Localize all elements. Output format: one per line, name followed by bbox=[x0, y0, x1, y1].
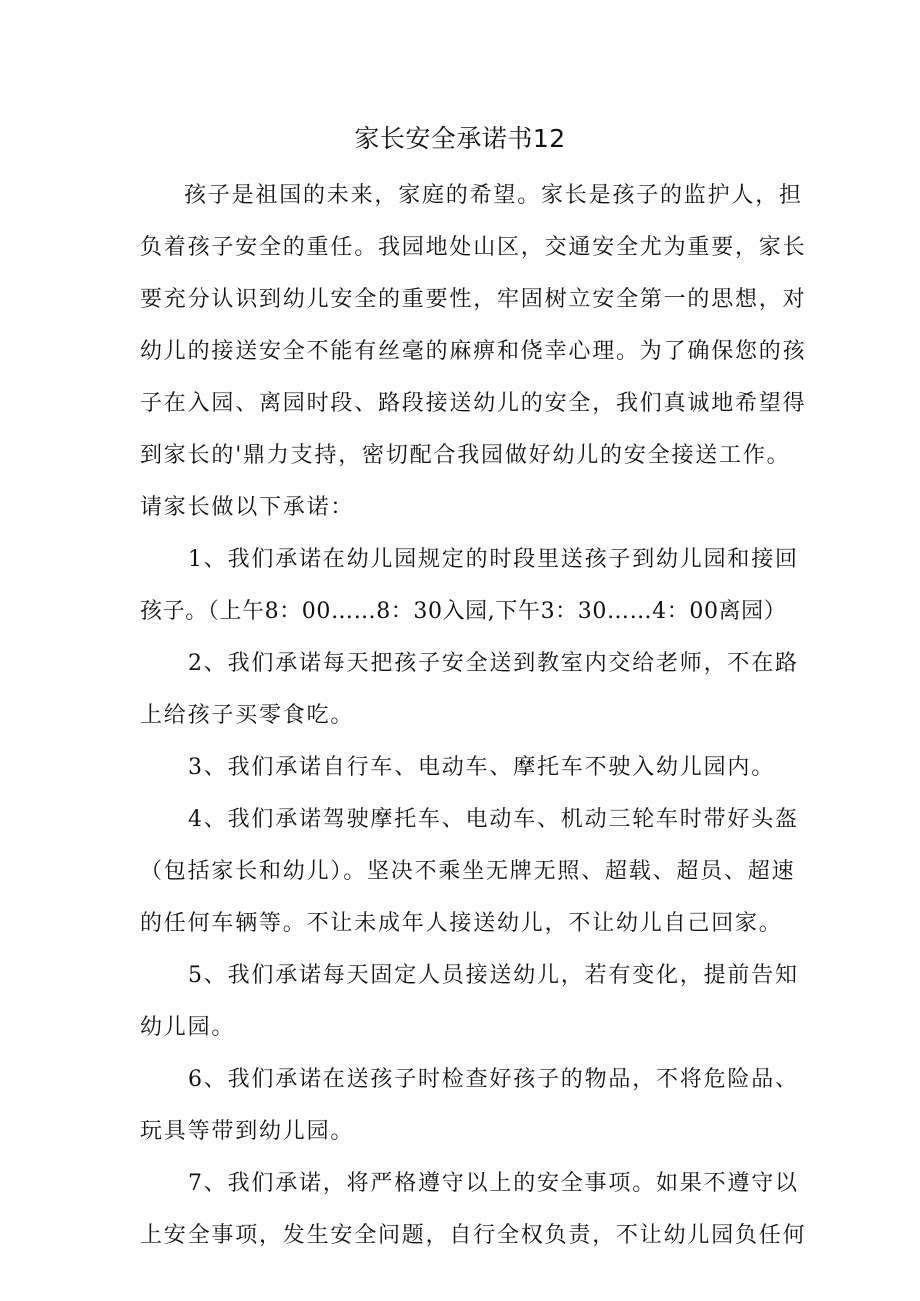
intro-line: 子在入园、离园时段、路段接送幼儿的安全，我们真诚地希望得 bbox=[140, 391, 807, 416]
promise-line: 2、我们承诺每天把孩子安全送到教室内交给老师，不在路 bbox=[188, 651, 799, 676]
promise-line: 上安全事项，发生安全问题，自行全权负责，不让幼儿园负任何 bbox=[140, 1223, 807, 1248]
promise-item-6 bbox=[140, 1062, 799, 1150]
intro-line: 请家长做以下承诺： bbox=[140, 495, 355, 520]
promise-line: 孩子。（上午8：00……8：30入园,下午3：30……4：00离园） bbox=[140, 599, 787, 624]
promise-line: 玩具等带到幼儿园。 bbox=[140, 1119, 355, 1144]
intro-paragraph bbox=[140, 178, 807, 526]
promise-line: 的任何车辆等。不让未成年人接送幼儿，不让幼儿自己回家。 bbox=[140, 911, 783, 936]
intro-line: 要充分认识到幼儿安全的重要性，牢固树立安全第一的思想，对 bbox=[140, 287, 807, 312]
promise-item-4 bbox=[140, 802, 799, 942]
promise-line: 3、我们承诺自行车、电动车、摩托车不驶入幼儿园内。 bbox=[188, 755, 775, 780]
promise-line: 上给孩子买零食吃。 bbox=[140, 703, 355, 728]
intro-line: 孩子是祖国的未来，家庭的希望。家长是孩子的监护人，担 bbox=[184, 183, 803, 208]
promise-line: 5、我们承诺每天固定人员接送幼儿，若有变化，提前告知 bbox=[188, 963, 799, 988]
intro-line: 负着孩子安全的重任。我园地处山区，交通安全尤为重要，家长 bbox=[140, 235, 807, 260]
promise-line: （包括家长和幼儿）。坚决不乘坐无牌无照、超载、超员、超速 bbox=[140, 859, 796, 884]
promise-item-7 bbox=[140, 1166, 807, 1254]
promise-line: 6、我们承诺在送孩子时检查好孩子的物品，不将危险品、 bbox=[188, 1067, 799, 1092]
promise-line: 幼儿园。 bbox=[140, 1015, 236, 1040]
promise-item-2 bbox=[140, 646, 799, 734]
promise-item-1 bbox=[140, 542, 799, 630]
promise-item-3 bbox=[140, 750, 784, 786]
document-body bbox=[140, 178, 807, 1270]
promise-item-5 bbox=[140, 958, 799, 1046]
intro-line: 到家长的'鼎力支持，密切配合我园做好幼儿的安全接送工作。 bbox=[140, 443, 791, 468]
promise-line: 7、我们承诺，将严格遵守以上的安全事项。如果不遵守以 bbox=[188, 1171, 799, 1196]
document-title: 家长安全承诺书12 bbox=[354, 124, 566, 153]
promise-line: 1、我们承诺在幼儿园规定的时段里送孩子到幼儿园和接回 bbox=[188, 547, 799, 572]
intro-line: 幼儿的接送安全不能有丝毫的麻痹和侥幸心理。为了确保您的孩 bbox=[140, 339, 807, 364]
promise-line: 4、我们承诺驾驶摩托车、电动车、机动三轮车时带好头盔 bbox=[188, 807, 799, 832]
